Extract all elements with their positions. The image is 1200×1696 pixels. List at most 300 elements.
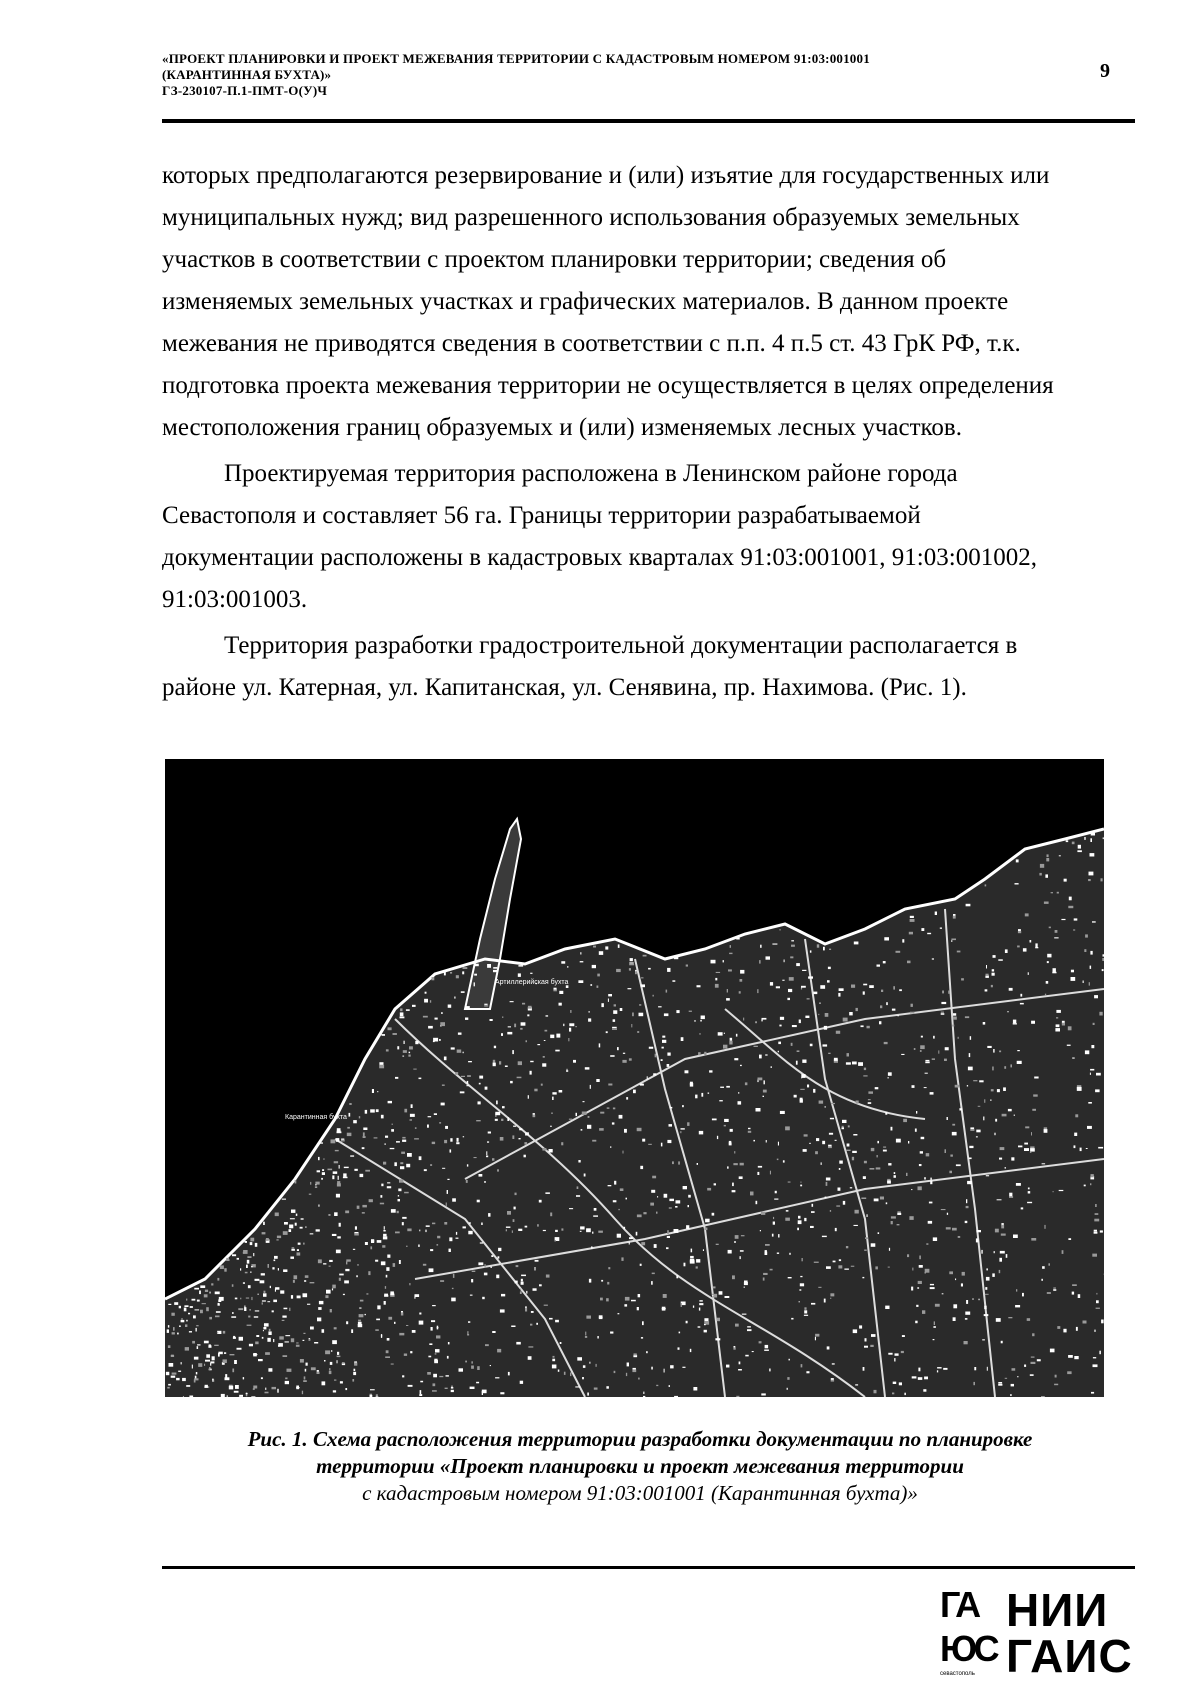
map-texture-dot [385, 1356, 390, 1358]
paragraph-line: документации расположены в кадастровых кварталах 91:03:001001, 91:03:001002, [162, 544, 1037, 571]
map-texture-dot [1090, 1073, 1091, 1075]
map-texture-dot [967, 1181, 972, 1184]
map-texture-dot [296, 1342, 298, 1343]
map-texture-dot [455, 1072, 458, 1075]
map-texture-dot [1044, 1129, 1048, 1133]
map-texture-dot [1103, 954, 1105, 956]
map-texture-dot [985, 1287, 987, 1290]
map-texture-dot [1018, 1146, 1022, 1148]
map-texture-dot [526, 1291, 527, 1294]
map-texture-dot [930, 1092, 934, 1095]
map-texture-dot [577, 1357, 582, 1360]
map-texture-dot [800, 1283, 804, 1286]
map-texture-dot [617, 1234, 621, 1238]
map-texture-dot [643, 1212, 646, 1214]
map-texture-dot [528, 1006, 532, 1009]
map-texture-dot [467, 1075, 471, 1077]
map-texture-dot [1072, 842, 1075, 845]
map-texture-dot [771, 1066, 773, 1067]
map-texture-dot [283, 1231, 288, 1235]
map-texture-dot [245, 1241, 247, 1243]
map-texture-dot [383, 1236, 387, 1239]
map-texture-dot [594, 1208, 597, 1211]
map-texture-dot [804, 1310, 807, 1313]
map-texture-dot [496, 1101, 498, 1105]
map-texture-dot [885, 1306, 889, 1309]
map-texture-dot [930, 1287, 935, 1289]
map-texture-dot [999, 1051, 1001, 1053]
map-texture-dot [517, 1077, 522, 1079]
map-texture-dot [238, 1308, 243, 1310]
map-texture-dot [407, 1153, 412, 1157]
map-texture-dot [888, 1267, 890, 1268]
map-texture-dot [240, 1298, 241, 1300]
logo-mark-icon [940, 1583, 1002, 1673]
map-texture-dot [782, 980, 784, 981]
map-texture-dot [568, 1038, 569, 1041]
map-texture-dot [297, 1249, 299, 1251]
map-texture-dot [743, 1018, 744, 1021]
paragraph-line: местоположения границ образуемых и (или) изменяемых лесных участков. [162, 414, 962, 441]
map-texture-dot [296, 1345, 300, 1347]
map-texture-dot [513, 1219, 515, 1222]
map-texture-dot [608, 999, 609, 1002]
map-texture-dot [434, 1360, 438, 1363]
map-texture-dot [192, 1299, 196, 1301]
map-texture-dot [629, 1242, 630, 1245]
map-texture-dot [202, 1303, 206, 1304]
map-texture-dot [492, 1158, 494, 1161]
map-texture-dot [849, 1012, 853, 1015]
map-texture-dot [432, 977, 435, 980]
map-texture-dot [1088, 879, 1091, 881]
map-texture-dot [430, 1249, 433, 1251]
map-texture-dot [167, 1329, 169, 1333]
map-texture-dot [357, 1206, 360, 1209]
map-texture-dot [285, 1341, 289, 1342]
map-texture-dot [991, 985, 993, 987]
map-texture-dot [1074, 918, 1078, 920]
map-texture-dot [268, 1368, 272, 1372]
map-texture-dot [884, 1042, 888, 1044]
map-texture-dot [775, 1191, 777, 1194]
map-texture-dot [476, 1382, 479, 1384]
map-texture-dot [827, 1346, 830, 1349]
map-texture-dot [197, 1344, 200, 1345]
map-texture-dot [613, 1108, 615, 1110]
map-texture-dot [1074, 1133, 1077, 1136]
map-texture-dot [1044, 902, 1049, 904]
map-texture-dot [871, 1334, 876, 1337]
map-texture-dot [385, 1136, 388, 1138]
map-texture-dot [972, 1299, 973, 1300]
map-texture-dot [701, 1016, 705, 1020]
map-texture-dot [715, 984, 719, 988]
map-texture-dot [209, 1344, 211, 1346]
map-texture-dot [688, 1195, 691, 1198]
map-texture-dot [314, 1342, 318, 1344]
map-texture-dot [621, 1257, 623, 1261]
map-texture-dot [811, 1211, 815, 1213]
map-texture-dot [907, 961, 911, 964]
map-texture-dot [700, 1020, 702, 1022]
map-texture-dot [397, 1211, 399, 1213]
map-texture-dot [918, 1281, 922, 1284]
map-texture-dot [670, 1365, 674, 1368]
map-texture-dot [323, 1159, 325, 1160]
map-texture-dot [885, 1112, 887, 1115]
map-texture-dot [699, 1308, 700, 1311]
map-texture-dot [726, 1365, 729, 1368]
map-texture-dot [243, 1377, 244, 1379]
map-texture-dot [516, 1342, 521, 1345]
map-texture-dot [285, 1381, 289, 1384]
map-texture-dot [377, 1091, 378, 1092]
map-texture-dot [403, 1050, 407, 1053]
map-texture-dot [726, 998, 730, 1001]
map-texture-dot [289, 1229, 292, 1232]
map-texture-dot [831, 1380, 834, 1382]
map-texture-dot [357, 1264, 358, 1266]
map-texture-dot [429, 1343, 432, 1345]
map-texture-dot [1062, 1023, 1065, 1026]
map-texture-dot [585, 1332, 586, 1336]
map-texture-dot [263, 1327, 266, 1329]
map-texture-dot [823, 947, 825, 951]
map-texture-dot [402, 1137, 405, 1139]
map-texture-dot [698, 1326, 701, 1327]
map-texture-dot [824, 1026, 827, 1030]
map-texture-dot [874, 1390, 877, 1393]
map-texture-dot [1057, 892, 1059, 894]
map-texture-dot [916, 1305, 918, 1307]
map-texture-dot [865, 1237, 868, 1239]
map-texture-dot [1020, 1003, 1024, 1005]
map-texture-dot [506, 1229, 507, 1231]
map-texture-dot [804, 1218, 806, 1221]
map-texture-dot [772, 944, 777, 945]
map-texture-dot [427, 1125, 429, 1128]
map-texture-dot [255, 1279, 260, 1281]
map-texture-dot [745, 1082, 748, 1085]
map-texture-dot [883, 961, 886, 963]
map-texture-dot [446, 1375, 449, 1376]
map-texture-dot [760, 1230, 761, 1231]
map-texture-dot [432, 1390, 437, 1392]
paragraph-line: которых предполагаются резервирование и (или) изъятие для государственных или [162, 162, 1050, 189]
map-texture-dot [518, 965, 523, 967]
map-texture-dot [448, 1005, 452, 1008]
map-texture-dot [587, 1393, 589, 1396]
map-texture-dot [918, 1186, 922, 1190]
map-texture-dot [231, 1316, 236, 1318]
map-texture-dot [921, 1137, 925, 1139]
map-texture-dot [877, 1155, 878, 1157]
map-texture-dot [530, 1324, 532, 1326]
map-texture-dot [629, 1058, 632, 1060]
map-texture-dot [419, 1321, 424, 1325]
map-texture-dot [355, 1226, 357, 1229]
map-texture-dot [810, 950, 812, 952]
map-texture-dot [337, 1128, 341, 1132]
map-texture-dot [317, 1318, 321, 1322]
map-texture-dot [410, 1351, 412, 1353]
map-texture-dot [765, 1345, 769, 1348]
map-texture-dot [292, 1247, 295, 1248]
map-texture-dot [1053, 1287, 1056, 1288]
map-texture-dot [225, 1377, 230, 1380]
map-texture-dot [783, 1160, 785, 1162]
map-texture-dot [354, 1363, 357, 1366]
map-texture-dot [1083, 981, 1084, 984]
map-texture-dot [759, 1341, 762, 1343]
map-texture-dot [996, 1318, 1001, 1322]
map-texture-dot [608, 1084, 612, 1086]
map-texture-dot [463, 1226, 466, 1228]
map-texture-dot [318, 1205, 319, 1207]
map-texture-dot [902, 1335, 905, 1337]
map-texture-dot [336, 1138, 339, 1142]
map-texture-dot [1030, 1148, 1035, 1151]
map-texture-dot [362, 1147, 365, 1149]
map-texture-dot [244, 1307, 246, 1311]
map-texture-dot [791, 1043, 793, 1046]
map-texture-dot [337, 1181, 340, 1184]
map-texture-dot [583, 1101, 585, 1102]
map-texture-dot [459, 1368, 464, 1371]
map-texture-dot [212, 1379, 213, 1381]
map-texture-dot [819, 1002, 821, 1004]
map-texture-dot [942, 991, 944, 994]
map-texture-dot [354, 1169, 357, 1171]
map-texture-dot [920, 1050, 922, 1052]
map-texture-dot [901, 1054, 904, 1055]
map-texture-dot [511, 1326, 515, 1328]
map-texture-dot [647, 1076, 648, 1079]
map-texture-dot [798, 1220, 802, 1224]
map-texture-dot [356, 1275, 358, 1277]
map-texture-dot [724, 1125, 726, 1127]
map-texture-dot [868, 1091, 873, 1093]
map-texture-dot [272, 1310, 274, 1312]
document-header [162, 51, 1082, 99]
map-texture-dot [678, 1347, 680, 1349]
map-texture-dot [941, 1209, 946, 1210]
map-texture-dot [247, 1256, 251, 1258]
map-texture-dot [748, 1128, 751, 1129]
map-texture-dot [451, 1298, 456, 1302]
map-texture-dot [877, 1141, 879, 1143]
map-texture-dot [836, 1031, 840, 1034]
map-texture-dot [1016, 1289, 1017, 1291]
map-texture-dot [328, 1214, 330, 1216]
map-texture-dot [892, 1009, 896, 1011]
map-texture-dot [1096, 1073, 1101, 1076]
map-texture-dot [196, 1328, 197, 1332]
map-texture-dot [256, 1335, 259, 1337]
map-texture-dot [904, 1393, 906, 1395]
map-texture-dot [943, 1368, 947, 1370]
map-texture-dot [263, 1330, 264, 1331]
map-texture-dot [234, 1391, 239, 1393]
map-texture-dot [643, 955, 647, 957]
map-texture-dot [592, 1232, 593, 1234]
map-texture-dot [232, 1284, 234, 1287]
map-texture-dot [736, 1034, 738, 1037]
map-texture-dot [854, 942, 859, 945]
map-texture-dot [897, 1211, 901, 1213]
map-texture-dot [888, 1163, 891, 1165]
map-texture-dot [1031, 1357, 1035, 1358]
map-texture-dot [650, 1203, 654, 1206]
map-texture-dot [676, 1010, 679, 1013]
map-texture-dot [1045, 874, 1048, 877]
map-texture-dot [699, 1300, 702, 1301]
map-texture-dot [274, 1256, 278, 1259]
map-texture-dot [1101, 1320, 1104, 1324]
map-texture-dot [177, 1333, 179, 1335]
map-texture-dot [1006, 1254, 1008, 1258]
map-texture-dot [815, 1337, 816, 1341]
map-texture-dot [384, 1144, 386, 1145]
caption-line-1: Схема расположения территории разработки документации по планировке [312, 1427, 1033, 1451]
map-texture-dot [237, 1258, 239, 1260]
map-texture-dot [577, 1186, 579, 1189]
map-texture-dot [655, 1054, 656, 1058]
map-texture-dot [381, 1334, 382, 1338]
map-texture-dot [385, 1286, 386, 1289]
map-texture-dot [584, 1174, 586, 1177]
map-texture-dot [843, 1018, 848, 1022]
map-texture-dot [354, 1233, 359, 1235]
map-texture-dot [1031, 1021, 1035, 1024]
map-texture-dot [211, 1283, 213, 1285]
map-texture-dot [1047, 854, 1049, 857]
map-texture-dot [533, 1288, 537, 1291]
map-texture-dot [447, 1179, 449, 1180]
map-texture-dot [1055, 1028, 1060, 1031]
map-texture-dot [1085, 934, 1088, 937]
map-texture-dot [428, 1026, 433, 1029]
map-texture-dot [492, 1331, 495, 1333]
map-texture-dot [419, 1156, 422, 1160]
map-texture-dot [528, 1095, 529, 1099]
map-texture-dot [949, 1171, 952, 1174]
map-texture-dot [968, 1067, 973, 1071]
map-texture-dot [715, 978, 717, 981]
map-texture-dot [637, 1031, 639, 1033]
map-texture-dot [225, 1374, 227, 1378]
map-texture-dot [347, 1127, 350, 1129]
map-texture-dot [1089, 982, 1090, 985]
map-texture-dot [533, 1115, 536, 1118]
map-texture-dot [984, 1306, 987, 1309]
map-texture-dot [484, 1273, 488, 1276]
map-texture-dot [502, 1016, 503, 1018]
map-texture-dot [998, 1382, 1002, 1384]
map-texture-dot [965, 1016, 969, 1018]
map-texture-dot [883, 1150, 887, 1152]
map-texture-dot [799, 1020, 801, 1024]
map-texture-dot [651, 1281, 653, 1285]
map-texture-dot [291, 1295, 293, 1299]
map-texture-dot [263, 1222, 265, 1225]
map-texture-dot [346, 1259, 351, 1261]
map-texture-dot [591, 1246, 592, 1248]
map-texture-dot [315, 1184, 317, 1185]
map-texture-dot [261, 1377, 263, 1379]
map-texture-dot [896, 1139, 901, 1143]
map-texture-dot [888, 1353, 892, 1355]
map-texture-dot [952, 1132, 957, 1136]
map-texture-dot [466, 1085, 469, 1086]
map-texture-dot [995, 1229, 999, 1233]
map-texture-dot [994, 1133, 995, 1136]
map-texture-dot [527, 1014, 529, 1016]
map-texture-dot [265, 1352, 270, 1355]
map-texture-dot [851, 1266, 855, 1267]
map-texture-dot [801, 1364, 803, 1367]
map-texture-dot [1046, 858, 1049, 861]
map-texture-dot [803, 1149, 807, 1152]
map-texture-dot [712, 1295, 713, 1296]
map-texture-dot [262, 1302, 263, 1304]
map-texture-dot [961, 1283, 963, 1286]
map-texture-dot [570, 1010, 571, 1013]
map-texture-dot [494, 1046, 496, 1049]
map-texture-dot [791, 1318, 793, 1320]
map-texture-dot [491, 1255, 493, 1257]
map-texture-dot [640, 1264, 642, 1266]
map-texture-dot [320, 1142, 324, 1143]
map-texture-dot [909, 1216, 913, 1220]
map-texture-dot [719, 1100, 723, 1101]
map-texture-dot [1016, 1183, 1021, 1186]
map-texture-dot [585, 1067, 590, 1069]
map-texture-dot [1018, 931, 1021, 933]
map-texture-dot [973, 1080, 977, 1081]
map-texture-dot [204, 1364, 205, 1366]
map-texture-dot [581, 1129, 583, 1131]
map-texture-dot [810, 1044, 813, 1047]
map-texture-dot [197, 1300, 200, 1302]
map-texture-dot [345, 1269, 349, 1271]
map-texture-dot [838, 993, 840, 997]
map-texture-dot [902, 939, 904, 942]
map-texture-dot [451, 1387, 453, 1389]
map-texture-dot [1077, 850, 1082, 852]
map-texture-dot [987, 1367, 988, 1371]
map-texture-dot [601, 1280, 603, 1282]
map-texture-dot [787, 998, 790, 1000]
map-texture-dot [270, 1286, 271, 1288]
map-texture-dot [376, 1394, 378, 1397]
map-texture-dot [400, 1162, 403, 1164]
map-texture-dot [1074, 1145, 1076, 1148]
header-title-line-2: (КАРАНТИННАЯ БУХТА)» [162, 67, 332, 82]
map-texture-dot [1084, 1185, 1086, 1187]
map-texture-dot [624, 1304, 627, 1306]
map-texture-dot [814, 1262, 819, 1263]
map-texture-dot [614, 1371, 616, 1373]
map-texture-dot [406, 1164, 410, 1168]
map-texture-dot [334, 1327, 337, 1329]
map-texture-dot [217, 1332, 218, 1333]
map-texture-dot [521, 1282, 524, 1285]
map-texture-dot [778, 1142, 779, 1146]
map-texture-dot [680, 1131, 681, 1133]
map-texture-dot [656, 1212, 658, 1214]
